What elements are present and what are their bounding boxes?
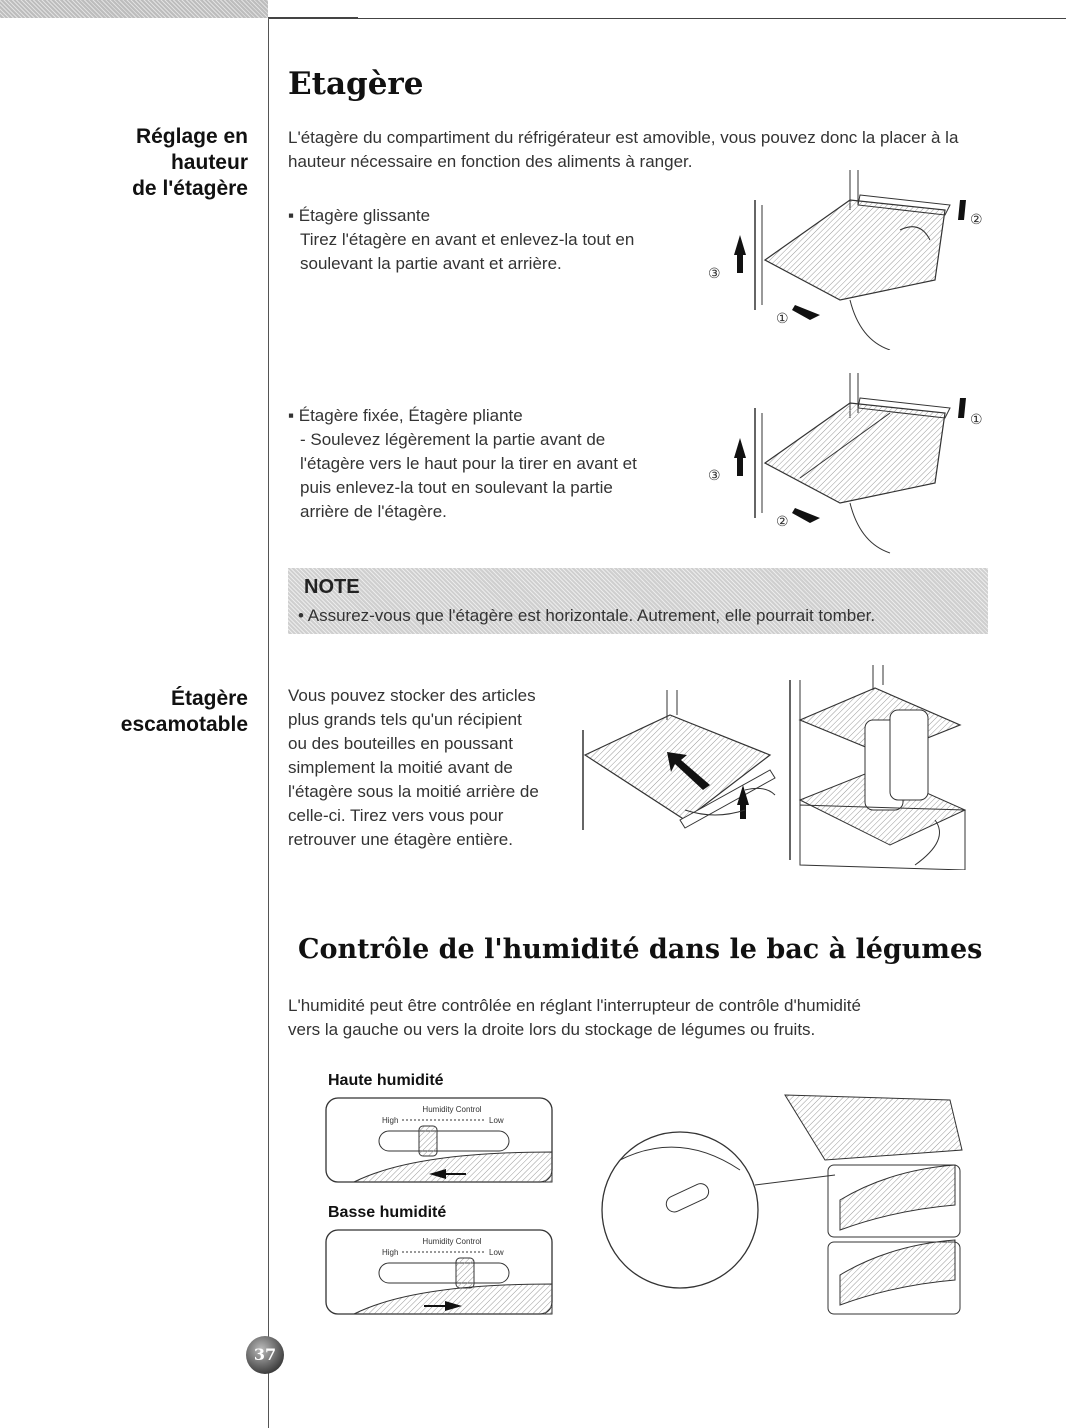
humidite-text xyxy=(288,994,861,1042)
humidite-heading: Contrôle de l'humidité dans le bac à légumes xyxy=(298,934,983,965)
retractable-shelf-illustration xyxy=(575,660,985,870)
sidebar-line: de l'étagère xyxy=(132,177,248,200)
text-line: - Soulevez légèrement la partie avant de xyxy=(300,430,606,449)
marker-1: ① xyxy=(970,411,983,427)
low-humidity-control xyxy=(324,1228,554,1318)
text-line: Tirez l'étagère en avant et enlevez-la tout en xyxy=(300,230,635,249)
note-title: NOTE xyxy=(304,576,360,598)
crisper-illustration xyxy=(600,1080,966,1330)
sidebar-section-escamotable xyxy=(8,686,248,738)
text-line: arrière de l'étagère. xyxy=(300,502,447,521)
text-line: ou des bouteilles en poussant xyxy=(288,734,513,753)
control-title: Humidity Control xyxy=(422,1105,482,1114)
text-line: l'étagère sous la moitié arrière de xyxy=(288,782,539,801)
page-number: 37 xyxy=(246,1336,284,1374)
fixed-shelf-illustration xyxy=(700,368,1000,558)
text-line: l'étagère vers le haut pour la tirer en avant et xyxy=(300,454,637,473)
high-humidity-control xyxy=(324,1096,554,1186)
header-rule xyxy=(268,18,1066,19)
item1-text xyxy=(300,228,634,276)
text-line: retrouver une étagère entière. xyxy=(288,830,513,849)
text-line: celle-ci. Tirez vers vous pour xyxy=(288,806,504,825)
sidebar-section-reglage xyxy=(8,124,248,202)
marker-2: ② xyxy=(776,513,789,529)
slider-knob xyxy=(456,1258,474,1288)
control-low: Low xyxy=(489,1116,504,1125)
sidebar-line: escamotable xyxy=(120,713,248,736)
header-tab xyxy=(0,0,268,18)
text-line: Vous pouvez stocker des articles xyxy=(288,686,536,705)
text-line: plus grands tels qu'un récipient xyxy=(288,710,522,729)
sidebar-line: Réglage en xyxy=(135,125,248,148)
slider-knob xyxy=(419,1126,437,1156)
text-line: L'humidité peut être contrôlée en réglant l'interrupteur de contrôle d'humidité xyxy=(288,996,861,1015)
control-low: Low xyxy=(489,1248,504,1257)
note-box xyxy=(288,568,988,634)
marker-3: ③ xyxy=(708,467,721,483)
item2-text xyxy=(300,428,637,524)
sidebar-line: Étagère xyxy=(170,687,248,710)
low-humidity-label: Basse humidité xyxy=(328,1204,447,1221)
text-line: soulevant la partie avant et arrière. xyxy=(300,254,562,273)
marker-3: ③ xyxy=(708,265,721,281)
etagere-intro: L'étagère du compartiment du réfrigérateur est amovible, vous pouvez donc la placer à la hauteur nécessaire en fonction des aliments à ranger. xyxy=(288,128,959,171)
control-high: High xyxy=(382,1116,399,1125)
marker-1: ① xyxy=(776,310,789,326)
text-line: vers la gauche ou vers la droite lors du stockage de légumes ou fruits. xyxy=(288,1020,816,1039)
text-line: simplement la moitié avant de xyxy=(288,758,513,777)
control-title: Humidity Control xyxy=(422,1237,482,1246)
item1-title: ▪ Étagère glissante xyxy=(288,206,431,225)
sliding-shelf-illustration xyxy=(700,160,1000,350)
sidebar-line: hauteur xyxy=(170,151,248,174)
text-line: puis enlevez-la tout en soulevant la partie xyxy=(300,478,613,497)
control-high: High xyxy=(382,1248,399,1257)
etagere-heading: Etagère xyxy=(288,66,424,102)
marker-2: ② xyxy=(970,211,983,227)
item2-title: ▪ Étagère fixée, Étagère pliante xyxy=(288,406,523,425)
escamotable-text xyxy=(288,684,539,852)
high-humidity-label: Haute humidité xyxy=(328,1072,444,1089)
page-divider xyxy=(268,18,269,1428)
note-text: • Assurez-vous que l'étagère est horizontale. Autrement, elle pourrait tomber. xyxy=(298,606,876,625)
